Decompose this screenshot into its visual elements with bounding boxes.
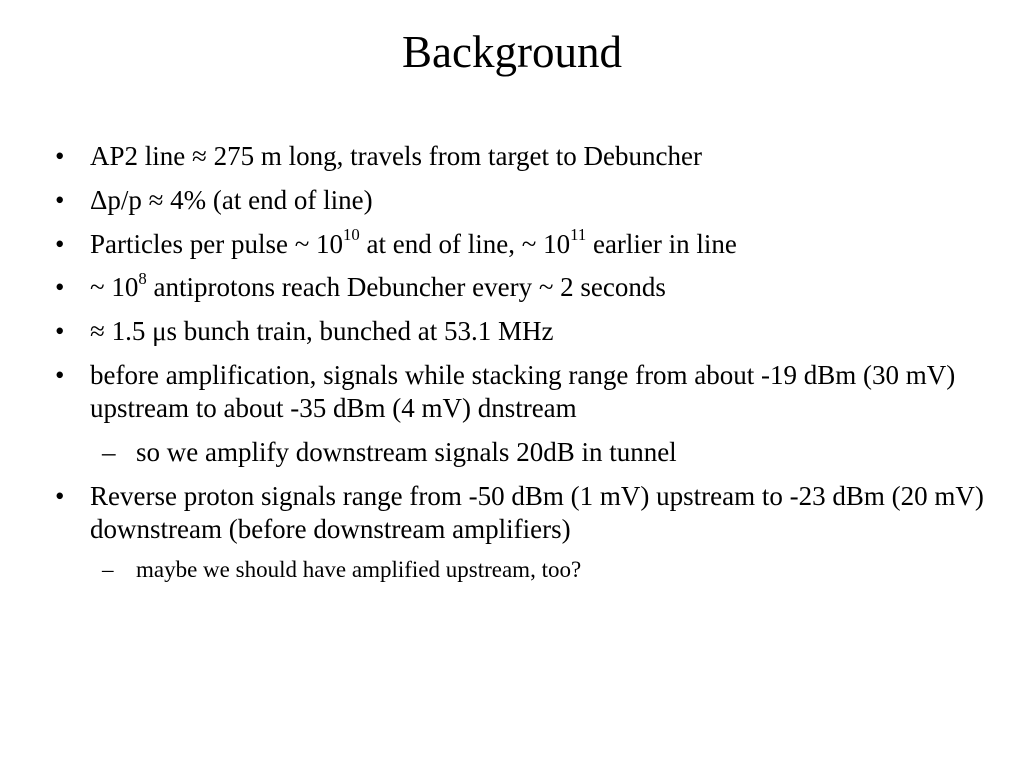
bullet-item <box>52 184 992 217</box>
bullet-icon: • <box>55 228 65 259</box>
text-run: antiprotons reach Debuncher every ~ 2 seconds <box>146 272 666 303</box>
bullet-icon: • <box>55 184 65 215</box>
bullet-item <box>52 140 992 173</box>
sub-bullet-item <box>52 556 992 584</box>
bullet-text <box>90 225 737 259</box>
exponent: 8 <box>138 268 147 288</box>
bullet-text: ≈ 1.5 μs bunch train, bunched at 53.1 MHz <box>90 316 554 347</box>
bullet-icon: • <box>55 316 65 347</box>
bullet-text: Δp/p ≈ 4% (at end of line) <box>90 184 373 215</box>
exponent: 11 <box>570 225 587 245</box>
bullet-item <box>52 225 992 261</box>
bullet-icon: • <box>55 141 65 171</box>
bullet-text: Reverse proton signals range from -50 dBm (1 mV) upstream to -23 dBm (20 mV) downstream (before downstream amplifiers) <box>90 480 984 544</box>
bullet-text: before amplification, signals while stacking range from about -19 dBm (30 mV) upstream to about -35 dBm (4 mV) dnstream <box>90 359 956 423</box>
text-run: ~ 10 <box>90 272 139 303</box>
bullet-text <box>90 268 666 303</box>
slide-title: Background <box>402 27 622 77</box>
dash-icon: – <box>102 557 114 583</box>
bullet-icon: • <box>55 272 65 303</box>
text-run: earlier in line <box>586 228 737 259</box>
bullet-text: AP2 line ≈ 275 m long, travels from target to Debuncher <box>90 141 702 171</box>
text-run: Particles per pulse ~ 10 <box>90 228 344 259</box>
bullet-list <box>52 140 992 595</box>
text-run: at end of line, ~ 10 <box>359 228 571 259</box>
exponent: 10 <box>343 225 360 245</box>
sub-bullet-item <box>52 436 992 469</box>
bullet-icon: • <box>55 359 65 390</box>
bullet-item <box>52 268 992 304</box>
sub-bullet-text: maybe we should have amplified upstream, too? <box>136 557 582 583</box>
bullet-item <box>52 480 992 546</box>
bullet-item <box>52 315 992 348</box>
bullet-item <box>52 359 992 425</box>
sub-bullet-text: so we amplify downstream signals 20dB in tunnel <box>136 436 677 467</box>
bullet-icon: • <box>55 480 65 511</box>
dash-icon: – <box>102 436 116 467</box>
